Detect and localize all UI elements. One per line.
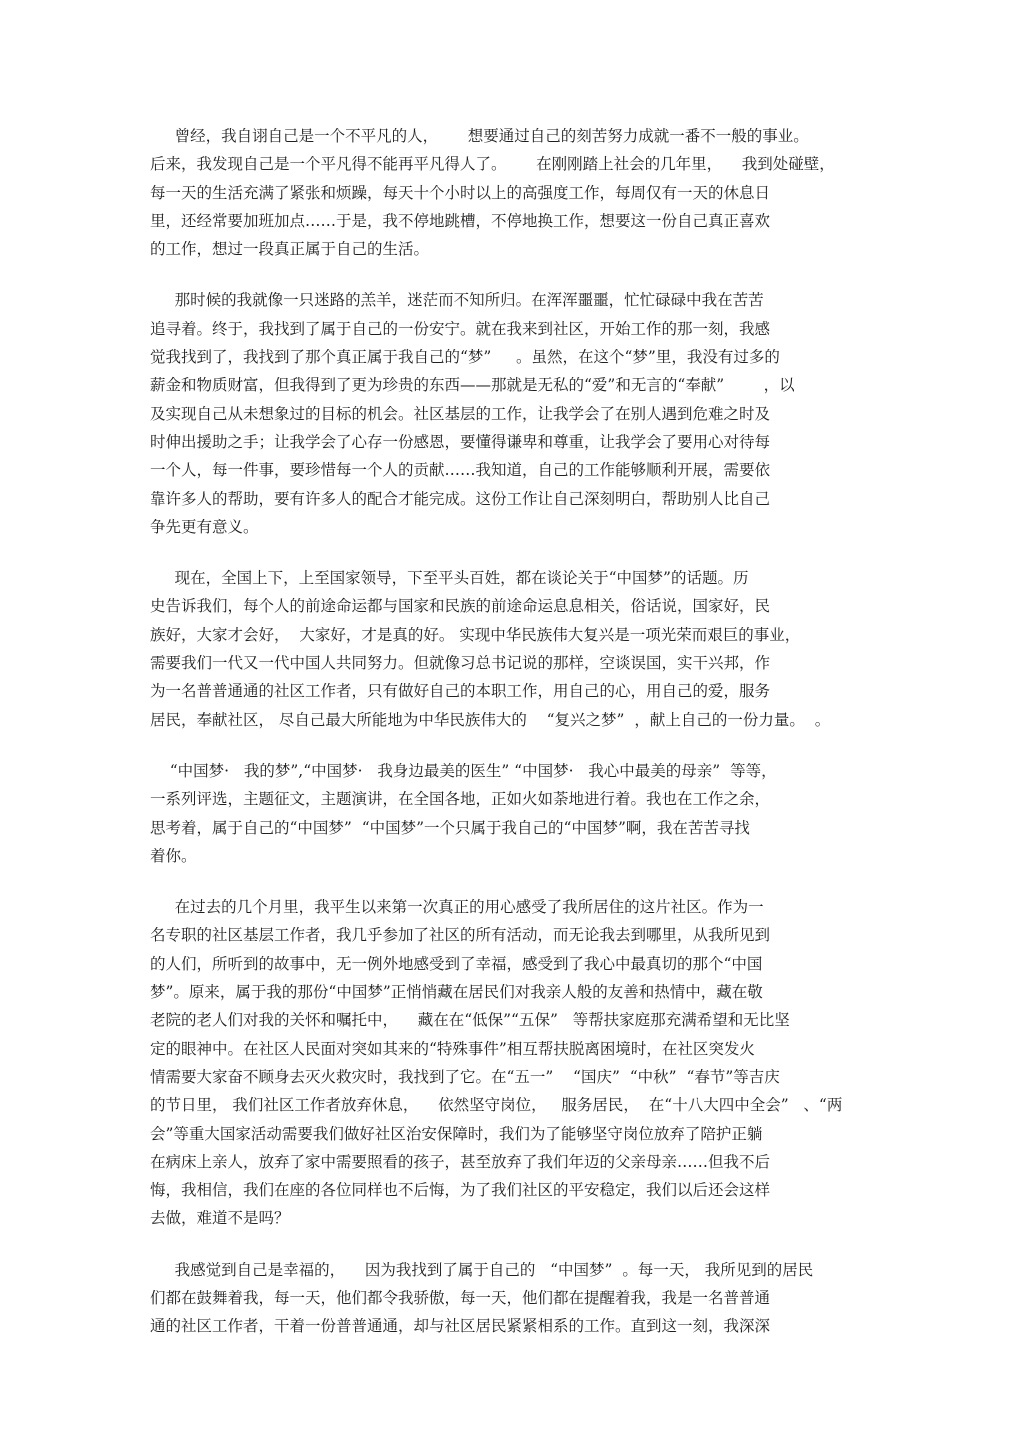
text-line: 一个人，每一件事，要珍惜每一个人的贡献……我知道，自己的工作能够顺利开展，需要依 xyxy=(150,461,771,480)
paragraph-6 xyxy=(150,1256,910,1341)
text-line: 里，还经常要加班加点……于是，我不停地跳槽，不停地换工作，想要这一份自己真正喜欢 xyxy=(150,211,771,230)
text-line: 去做，难道不是吗？ xyxy=(150,1209,290,1228)
text-line: 觉我找到了，我找到了那个真正属于我自己的“梦” 。虽然，在这个“梦”里，我没有过多的 xyxy=(150,348,780,367)
text-line: 靠许多人的帮助，要有许多人的配合才能完成。这份工作让自己深刻明白，帮助别人比自己 xyxy=(150,489,771,508)
text-line: 那时候的我就像一只迷路的羔羊，迷茫而不知所归。在浑浑噩噩，忙忙碌碌中我在苦苦 xyxy=(150,291,764,310)
text-line: 后来，我发现自己是一个平凡得不能再平凡得人了。 在刚刚踏上社会的几年里， 我到处碰壁， xyxy=(150,155,835,174)
text-line: 的工作，想过一段真正属于自己的生活。 xyxy=(150,240,430,259)
text-line: 情需要大家奋不顾身去灭火救灾时，我找到了它。在“五一” “国庆” “中秋” “春节”等吉庆 xyxy=(150,1067,780,1086)
text-line: 我感觉到自己是幸福的， 因为我找到了属于自己的 “中国梦” 。每一天， 我所见到的居民 xyxy=(150,1260,814,1279)
text-line: 的节日里， 我们社区工作者放弃休息， 依然坚守岗位， 服务居民， 在“十八大四中全会” 、“两 xyxy=(150,1096,843,1115)
text-line: 每一天的生活充满了紧张和烦躁，每天十个小时以上的高强度工作，每周仅有一天的休息日 xyxy=(150,183,771,202)
text-line: 需要我们一代又一代中国人共同努力。但就像习总书记说的那样，空谈误国，实干兴邦，作 xyxy=(150,654,771,673)
text-line: 思考着，属于自己的“中国梦” “中国梦”一个只属于我自己的“中国梦”啊，我在苦苦寻找 xyxy=(150,818,750,837)
text-line: 梦”。原来，属于我的那份“中国梦”正悄悄藏在居民们对我亲人般的友善和热情中，藏在敬 xyxy=(150,983,763,1002)
text-line: 着你。 xyxy=(150,846,197,865)
text-line: 时伸出援助之手；让我学会了心存一份感恩，要懂得谦卑和尊重，让我学会了要用心对待每 xyxy=(150,432,771,451)
text-line: 族好，大家才会好， 大家好，才是真的好。 实现中华民族伟大复兴是一项光荣而艰巨的事业， xyxy=(150,625,801,644)
paragraph-4 xyxy=(150,757,910,870)
text-line: 史告诉我们，每个人的前途命运都与国家和民族的前途命运息息相关，俗话说，国家好，民 xyxy=(150,597,771,616)
text-line: 在病床上亲人，放弃了家中需要照看的孩子，甚至放弃了我们年迈的父亲母亲……但我不后 xyxy=(150,1152,771,1171)
text-line: 及实现自己从未想象过的目标的机会。社区基层的工作，让我学会了在别人遇到危难之时及 xyxy=(150,404,771,423)
document-body xyxy=(150,122,910,1364)
paragraph-1 xyxy=(150,122,910,263)
text-line: 会”等重大国家活动需要我们做好社区治安保障时，我们为了能够坚守岗位放弃了陪护正躺 xyxy=(150,1124,763,1143)
text-line: 悔，我相信，我们在座的各位同样也不后悔，为了我们社区的平安稳定，我们以后还会这样 xyxy=(150,1181,771,1200)
text-line: 为一名普普通通的社区工作者，只有做好自己的本职工作，用自己的心，用自己的爱，服务 xyxy=(150,682,771,701)
text-line: 定的眼神中。在社区人民面对突如其来的“特殊事件”相互帮扶脱离困境时，在社区突发火 xyxy=(150,1039,755,1058)
text-line: “中国梦· 我的梦”,“中国梦· 我身边最美的医生” “中国梦· 我心中最美的母亲” 等等， xyxy=(150,761,777,780)
text-line: 曾经，我自诩自己是一个不平凡的人， 想要通过自己的刻苦努力成就一番不一般的事业。 xyxy=(150,127,809,145)
text-line: 争先更有意义。 xyxy=(150,517,259,536)
text-line: 一系列评选，主题征文，主题演讲，在全国各地，正如火如荼地进行着。我也在工作之余， xyxy=(150,790,771,809)
text-line: 的人们，所听到的故事中，无一例外地感受到了幸福，感受到了我心中最真切的那个“中国 xyxy=(150,954,763,973)
text-line: 通的社区工作者，干着一份普普通通，却与社区居民紧紧相系的工作。直到这一刻，我深深 xyxy=(150,1317,771,1336)
text-line: 现在，全国上下，上至国家领导，下至平头百姓，都在谈论关于“中国梦”的话题。历 xyxy=(150,569,749,588)
text-line: 居民，奉献社区， 尽自己最大所能地为中华民族伟大的 “复兴之梦” ，献上自己的一份力量。 。 xyxy=(150,710,831,729)
text-line: 在过去的几个月里，我平生以来第一次真正的用心感受了我所居住的这片社区。作为一 xyxy=(150,898,764,917)
text-line: 们都在鼓舞着我，每一天，他们都令我骄傲，每一天，他们都在提醒着我，我是一名普普通 xyxy=(150,1288,771,1307)
text-line: 名专职的社区基层工作者，我几乎参加了社区的所有活动，而无论我去到哪里，从我所见到 xyxy=(150,926,771,945)
paragraph-3 xyxy=(150,564,910,734)
text-line: 薪金和物质财富，但我得到了更为珍贵的东西——那就是无私的“爱”和无言的“奉献” ，以 xyxy=(150,376,795,395)
text-line: 追寻着。终于，我找到了属于自己的一份安宁。就在我来到社区，开始工作的那一刻，我感 xyxy=(150,319,771,338)
paragraph-2 xyxy=(150,286,910,541)
paragraph-5 xyxy=(150,893,910,1233)
text-line: 老院的老人们对我的关怀和嘱托中， 藏在在“低保”“五保” 等帮扶家庭那充满希望和无比坚 xyxy=(150,1011,790,1030)
